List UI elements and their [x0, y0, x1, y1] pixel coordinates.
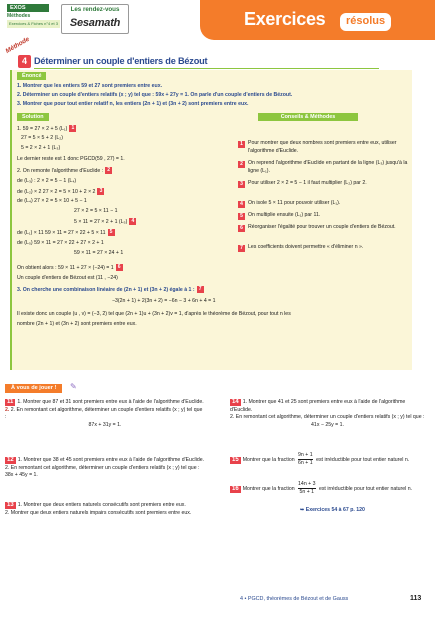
- solution-line: 59 × 11 = 27 × 24 + 1: [74, 250, 124, 256]
- exercise-15: 15 Montrer que la fraction $\frac{9n + 1}{6n + 1}$ est irréductible pour tout entier naturel n.: [232, 452, 410, 466]
- ref-marker: 7: [197, 286, 204, 293]
- enonce-line-3: 3. Montrer que pour tout entier relatif n, les entiers (2n + 1) et (3n + 2) sont premiers entre eux.: [17, 101, 249, 107]
- conseil-item: 6 Réorganiser l'égalité pour trouver un couple d'entiers de Bézout.: [238, 224, 408, 232]
- method-title: Déterminer un couple d'entiers de Bézout: [34, 56, 208, 66]
- solution-line: On obtient alors : 59 × 11 + 27 × (−24) = 1 6: [17, 264, 123, 272]
- solution-line: Il existe donc un couple (u , v) = (−3, 2) tel que (2n + 1)u + (3n + 2)v = 1, d'après le théorème de Bézout, pour tout n les: [17, 311, 291, 317]
- footer-chapter: 4 • PGCD, théorèmes de Bézout et de Gauss: [240, 596, 349, 602]
- ref-marker: 5: [108, 229, 115, 236]
- header-banner: [200, 0, 435, 40]
- sesamath-logo: Sesamath: [69, 17, 121, 29]
- solution-line: 1. 59 = 27 × 2 + 5 (L₁) 1: [17, 125, 76, 133]
- exercise-14: 14 1. Montrer que 41 et 25 sont premiers entre eux à l'aide de l'algorithme d'Euclide. 2. En remontant cet algorithme, déterminer un couple d'entiers relatifs (x ; y) tel que : 41x − 25y = 1.: [230, 399, 425, 428]
- solution-line: 27 × 2 = 5 × 11 − 1: [74, 208, 118, 214]
- enonce-tag: Énoncé: [17, 72, 46, 80]
- solution-line: Le dernier reste est 1 donc PGCD(59 , 27) = 1.: [17, 156, 125, 162]
- conseil-item: 2 On reprend l'algorithme d'Euclide en partant de la ligne (L₃) jusqu'à la ligne (L₁).: [238, 160, 408, 175]
- resolus-badge: résolus: [340, 13, 391, 31]
- exercise-11: 11 1. Montrer que 87 et 31 sont premiers entre eux à l'aide de l'algorithme d'Euclide. 2. 2. En remontant cet algorithme, déterminer un couple d'entiers relatifs (x ; y) tel que : 87x + 31y = 1.: [5, 399, 204, 428]
- ref-marker: 3: [97, 188, 104, 195]
- exos-badge: [7, 4, 49, 12]
- ref-marker: 1: [69, 125, 76, 132]
- conseils-tag: Conseils & Méthodes: [258, 113, 358, 121]
- enonce-line-2: 2. Déterminer un couple d'entiers relatifs (x ; y) tel que : 59x + 27y = 1. On parle d'un couple d'entiers de Bézout.: [17, 92, 293, 98]
- ref-marker: 6: [116, 264, 123, 271]
- solution-line: de (L₂) × 2 27 × 2 = 5 × 10 + 2 × 2 3: [17, 188, 104, 196]
- page-title: Exercices: [244, 9, 326, 29]
- exercise-16: 16 Montrer que la fraction $\frac{14n + 3}{5n + 1}$ est irréductible pour tout entier naturel n.: [232, 481, 413, 495]
- solution-line: −3(2n + 1) + 2(3n + 2) = −6n − 3 + 6n + 4 = 1: [112, 298, 216, 304]
- solution-line: Un couple d'entiers de Bézout est (11 , −24): [17, 275, 118, 281]
- solution-line: 2. On remonte l'algorithme d'Euclide : 2: [17, 167, 112, 175]
- ref-marker: 4: [129, 218, 136, 225]
- solution-line: de (L₄) 27 × 2 = 5 × 10 + 5 − 1: [17, 198, 87, 204]
- exercises-reference-link[interactable]: ➥ Exercices 54 à 67 p. 120: [300, 507, 365, 513]
- methodes-sub: Exercices & Fiches n°4 et 3: [9, 21, 58, 26]
- solution-line: 3. On cherche une combinaison linéaire de (2n + 1) et (3n + 2) égale à 1 : 7: [17, 286, 204, 294]
- solution-line: de (L₅) 59 × 11 = 27 × 22 + 27 × 2 + 1: [17, 240, 104, 246]
- solution-line: 5 = 2 × 2 + 1 (L₃): [21, 145, 61, 151]
- rendez-vous-box: [61, 4, 129, 34]
- play-tag: À vous de jouer !: [5, 384, 62, 393]
- conseil-item: 5 On multiplie ensuite (L₁) par 11.: [238, 212, 408, 220]
- header-left: [7, 4, 135, 34]
- solution-line: nombre (2n + 1) et (3n + 2) sont premiers entre eux.: [17, 321, 137, 327]
- page-number: 113: [410, 595, 422, 602]
- enonce-line-1: 1. Montrer que les entiers 59 et 27 sont premiers entre eux.: [17, 83, 163, 89]
- conseil-item: 7 Les coefficients doivent permettre « d'éliminer n ».: [238, 244, 408, 252]
- conseil-item: 3 Pour utiliser 2 × 2 = 5 − 1 il faut multiplier (L₂) par 2.: [238, 180, 408, 188]
- solution-line: de (L₃) : 2 × 2 = 5 − 1 (L₄): [17, 178, 77, 184]
- solution-line: 5 × 11 = 27 × 2 + 1 (L₅) 4: [74, 218, 136, 226]
- exercise-13: 13 1. Montrer que deux entiers naturels consécutifs sont premiers entre eux. 2. Montrer que deux entiers naturels impairs consécutifs sont premiers entre eux.: [5, 502, 192, 516]
- method-box: [10, 70, 412, 370]
- method-number: 4: [18, 55, 31, 68]
- solution-line: 27 = 5 × 5 + 2 (L₂): [21, 135, 63, 141]
- conseil-item: 1 Pour montrer que deux nombres sont premiers entre eux, utiliser l'algorithme d'Euclide.: [238, 140, 408, 155]
- exos-badge-label: EXOS: [10, 5, 26, 11]
- title-underline: [34, 68, 379, 69]
- ref-marker: 2: [105, 167, 112, 174]
- methode-side-label: Méthode: [4, 35, 31, 55]
- rendez-vous-title: Les rendez-vous: [70, 6, 120, 13]
- pencil-icon: ✎: [70, 382, 77, 391]
- exercise-12: 12 1. Montrer que 38 et 45 sont premiers entre eux à l'aide de l'algorithme d'Euclide. 2. En remontant cet algorithme, déterminer un couple d'entiers relatifs (x ; y) tel que : 38x + 45y = 1.: [5, 457, 205, 479]
- conseil-item: 4 On isole 5 × 11 pour pouvoir utiliser (L₁).: [238, 200, 408, 208]
- solution-tag: Solution: [17, 113, 49, 121]
- solution-line: de (L₁) × 11 59 × 11 = 27 × 22 + 5 × 11 5: [17, 229, 115, 237]
- methodes-label: Méthodes: [7, 13, 31, 19]
